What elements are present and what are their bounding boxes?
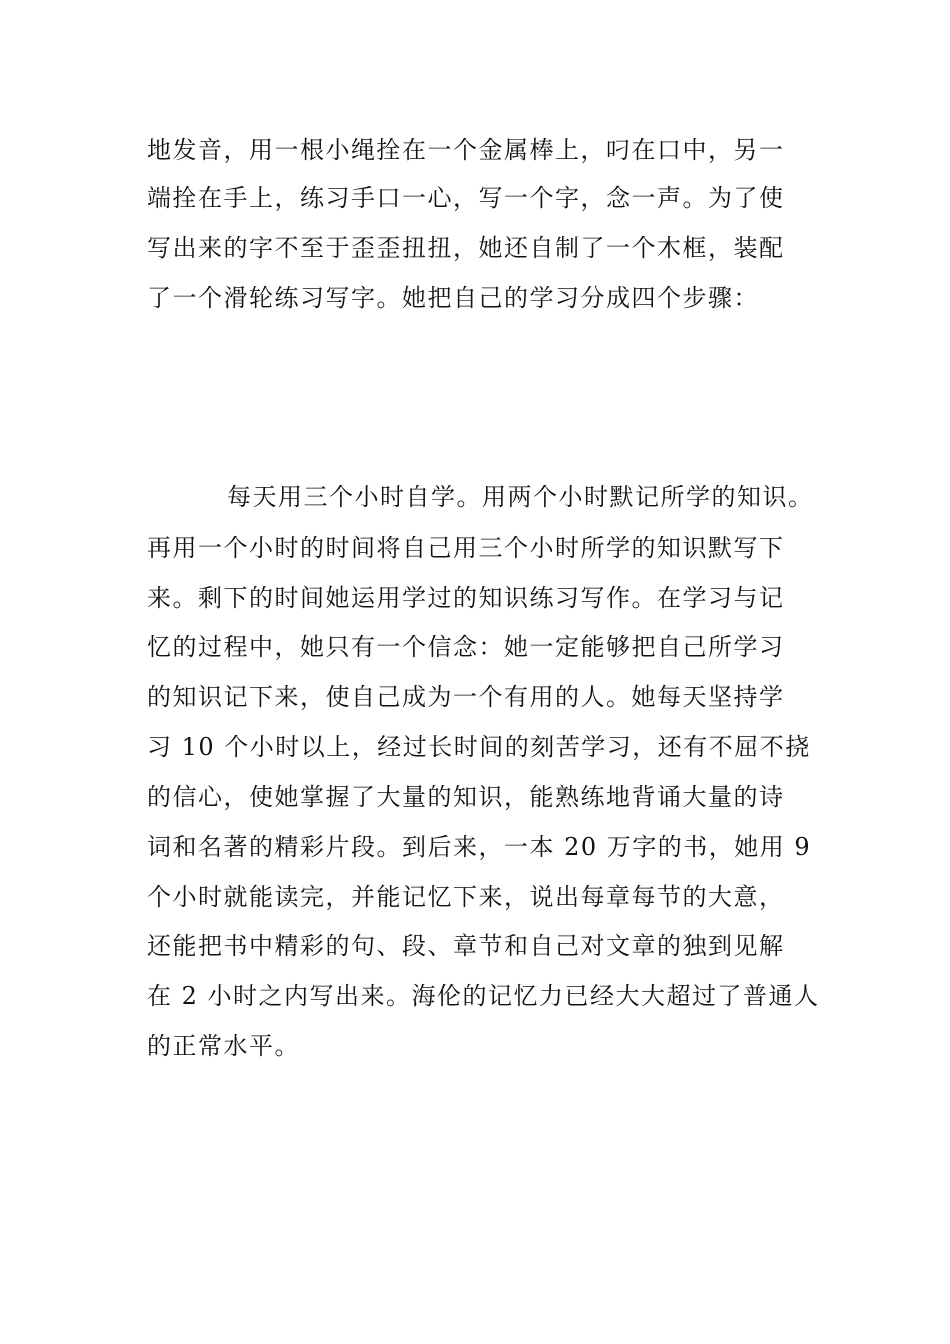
text-line: 在 2 小时之内写出来。海伦的记忆力已经大大超过了普通人 xyxy=(147,982,820,1010)
text-line: 的正常水平。 xyxy=(147,1032,300,1060)
text-line: 地发音，用一根小绳拴在一个金属棒上，叼在口中，另一 xyxy=(147,136,785,164)
text-line: 的信心，使她掌握了大量的知识，能熟练地背诵大量的诗 xyxy=(147,783,785,811)
text-line: 写出来的字不至于歪歪扭扭，她还自制了一个木框，装配 xyxy=(147,234,785,262)
text-line: 再用一个小时的时间将自己用三个小时所学的知识默写下 xyxy=(147,534,785,562)
text-line: 了一个滑轮练习写字。她把自己的学习分成四个步骤： xyxy=(147,284,759,312)
text-line: 还能把书中精彩的句、段、章节和自己对文章的独到见解 xyxy=(147,932,785,960)
text-line: 端拴在手上，练习手口一心，写一个字，念一声。为了使 xyxy=(147,184,785,212)
text-line: 词和名著的精彩片段。到后来，一本 20 万字的书，她用 9 xyxy=(147,833,812,861)
text-line: 的知识记下来，使自己成为一个有用的人。她每天坚持学 xyxy=(147,683,785,711)
text-line: 每天用三个小时自学。用两个小时默记所学的知识。 xyxy=(227,483,814,511)
text-line: 个小时就能读完，并能记忆下来，说出每章每节的大意， xyxy=(147,883,785,911)
text-line: 来。剩下的时间她运用学过的知识练习写作。在学习与记 xyxy=(147,584,785,612)
text-line: 忆的过程中，她只有一个信念：她一定能够把自己所学习 xyxy=(147,633,785,661)
text-line: 习 10 个小时以上，经过长时间的刻苦学习，还有不屈不挠 xyxy=(147,733,811,761)
